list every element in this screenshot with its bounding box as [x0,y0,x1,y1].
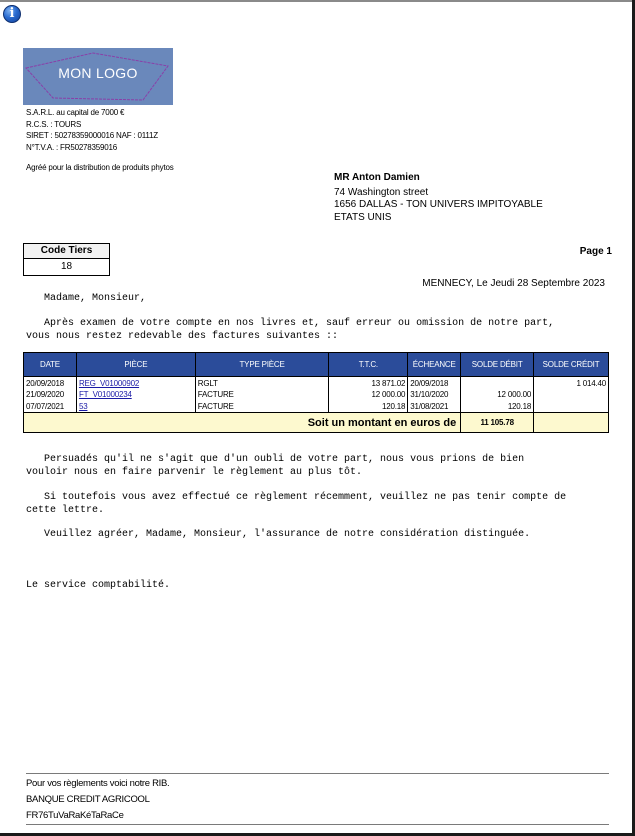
cell-piece [76,389,195,401]
piece-link[interactable]: REG_V01000902 [78,378,140,388]
intro-paragraph: Après examen de votre compte en nos livres et, sauf erreur ou omission de notre part, vous nous restez redevable des factures suivantes :: [26,318,555,342]
logo-text: MON LOGO [58,65,138,81]
cell-type: RGLT [195,377,329,389]
cell-credit [534,401,609,413]
total-label: Soit un montant en euros de [24,413,461,433]
col-header-echeance: ÉCHEANCE [408,353,461,377]
recipient-country: ETATS UNIS [334,211,392,223]
cell-debit [461,377,534,389]
company-tva: N°T.V.A. : FR50278359016 [26,142,118,152]
recipient-name: MR Anton Damien [334,172,420,183]
cell-type: FACTURE [195,401,329,413]
cell-ttc: 13 871.02 [329,377,408,389]
salutation: Madame, Monsieur, [26,293,147,304]
page-number: Page 1 [579,246,612,257]
cell-piece [76,377,195,389]
reminder-paragraph: Persuadés qu'il ne s'agit que d'un oubli de votre part, nous vous prions de bien vouloir nous en faire parvenir le règlement au plus tôt. [26,454,525,478]
cell-ttc: 12 000.00 [329,389,408,401]
recipient-city: 1656 DALLAS - TON UNIVERS IMPITOYABLE [334,199,543,211]
cell-ttc: 120.18 [329,401,408,413]
closing-paragraph: Veuillez agréer, Madame, Monsieur, l'assurance de notre considération distinguée. [26,529,531,540]
company-logo [23,48,173,105]
company-rcs: R.C.S. : TOURS [26,119,82,129]
col-header-type: TYPE PIÈCE [195,353,329,377]
info-icon[interactable]: i [3,5,21,23]
table-row [24,377,609,389]
total-value: 11 105.78 [461,413,534,433]
piece-link[interactable]: 53 [78,401,88,411]
company-capital: S.A.R.L. au capital de 7000 € [26,108,125,117]
cell-echeance: 20/09/2018 [408,377,461,389]
col-header-credit: SOLDE CRÉDIT [534,353,609,377]
cell-date: 21/09/2020 [24,389,77,401]
code-tiers-label: Code Tiers [24,244,109,259]
code-tiers-value: 18 [60,261,73,272]
disregard-paragraph: Si toutefois vous avez effectué ce règlement récemment, veuillez ne pas tenir compte de cette lettre. [26,492,567,516]
col-header-debit: SOLDE DÉBIT [461,353,534,377]
cell-echeance: 31/10/2020 [408,389,461,401]
invoices-table [23,352,609,433]
footer-iban: FR76TuVaRaKéTaRaCe [26,810,124,821]
cell-debit: 12 000.00 [461,389,534,401]
company-agreement: Agréé pour la distribution de produits phytos [26,163,174,172]
total-row [24,413,609,433]
company-siret: SIRET : 50278359000016 NAF : 0111Z [26,131,158,140]
company-info [26,107,158,153]
table-row [24,401,609,413]
cell-credit: 1 014.40 [534,377,609,389]
footer-bank-name: BANQUE CREDIT AGRICOOL [26,794,150,805]
cell-echeance: 31/08/2021 [408,401,461,413]
piece-link[interactable]: FT_V01000234 [78,390,132,399]
total-credit-empty [534,413,609,433]
col-header-date: DATE [24,353,77,377]
table-header-row [24,353,609,377]
cell-credit [534,389,609,401]
signature: Le service comptabilité. [26,580,171,591]
cell-type: FACTURE [195,389,329,401]
bank-footer [26,773,609,825]
recipient-street: 74 Washington street [334,186,429,198]
cell-date: 20/09/2018 [24,377,77,389]
cell-date: 07/07/2021 [24,401,77,413]
table-row [24,389,609,401]
col-header-ttc: T.T.C. [329,353,408,377]
col-header-piece: PIÈCE [76,353,195,377]
recipient-address [334,172,543,224]
cell-debit: 120.18 [461,401,534,413]
footer-rib-intro: Pour vos règlements voici notre RIB. [26,778,170,789]
window-top-border [0,0,635,2]
letter-date: MENNECY, Le Jeudi 28 Septembre 2023 [422,278,605,289]
cell-piece [76,401,195,413]
code-tiers-box [23,243,110,276]
